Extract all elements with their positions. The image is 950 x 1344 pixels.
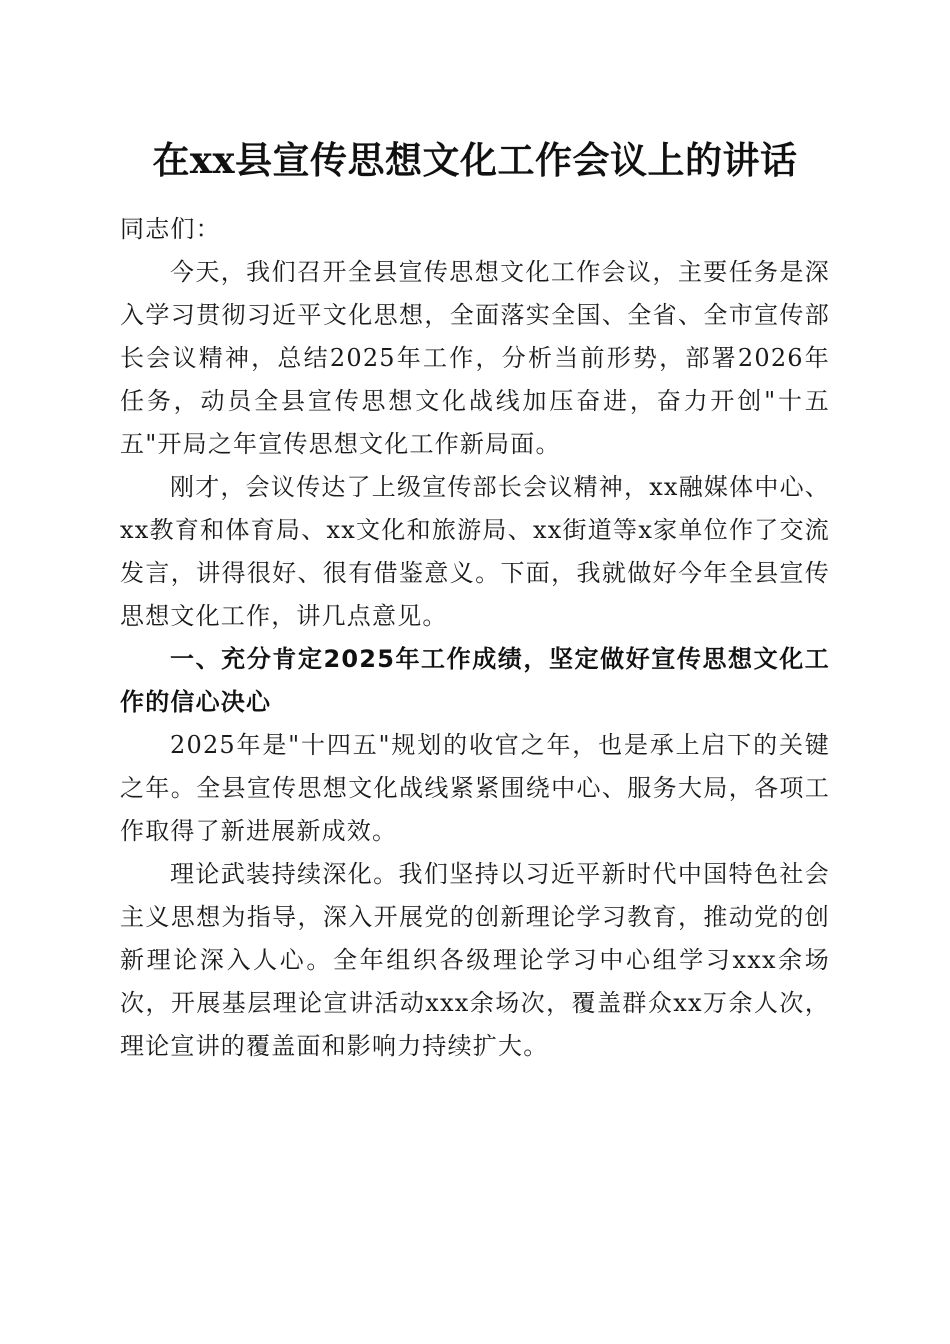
intro-paragraph: 今天，我们召开全县宣传思想文化工作会议，主要任务是深入学习贯彻习近平文化思想，全面落实全国、全省、全市宣传部长会议精神，总结2025年工作，分析当前形势，部署2026年任务，动员全县宣传思想文化战线加压奋进，奋力开创"十五五"开局之年宣传思想文化工作新局面。	[120, 258, 830, 458]
intro-paragraph: 刚才，会议传达了上级宣传部长会议精神，xx融媒体中心、xx教育和体育局、xx文化和旅游局、xx街道等x家单位作了交流发言，讲得很好、很有借鉴意义。下面，我就做好今年全县宣传思想文化工作，讲几点意见。	[120, 473, 830, 630]
section-paragraph: 理论武装持续深化。我们坚持以习近平新时代中国特色社会主义思想为指导，深入开展党的创新理论学习教育，推动党的创新理论深入人心。全年组织各级理论学习中心组学习xxx余场次，开展基层理论宣讲活动xxx余场次，覆盖群众xx万余人次，理论宣讲的覆盖面和影响力持续扩大。	[120, 860, 830, 1060]
section-heading: 一、充分肯定2025年工作成绩，坚定做好宣传思想文化工作的信心决心	[120, 645, 830, 716]
document-title: 在xx县宣传思想文化工作会议上的讲话	[152, 138, 798, 182]
salutation: 同志们：	[120, 215, 221, 243]
document-body	[120, 208, 830, 1068]
section-paragraph: 2025年是"十四五"规划的收官之年，也是承上启下的关键之年。全县宣传思想文化战线紧紧围绕中心、服务大局，各项工作取得了新进展新成效。	[120, 731, 830, 845]
